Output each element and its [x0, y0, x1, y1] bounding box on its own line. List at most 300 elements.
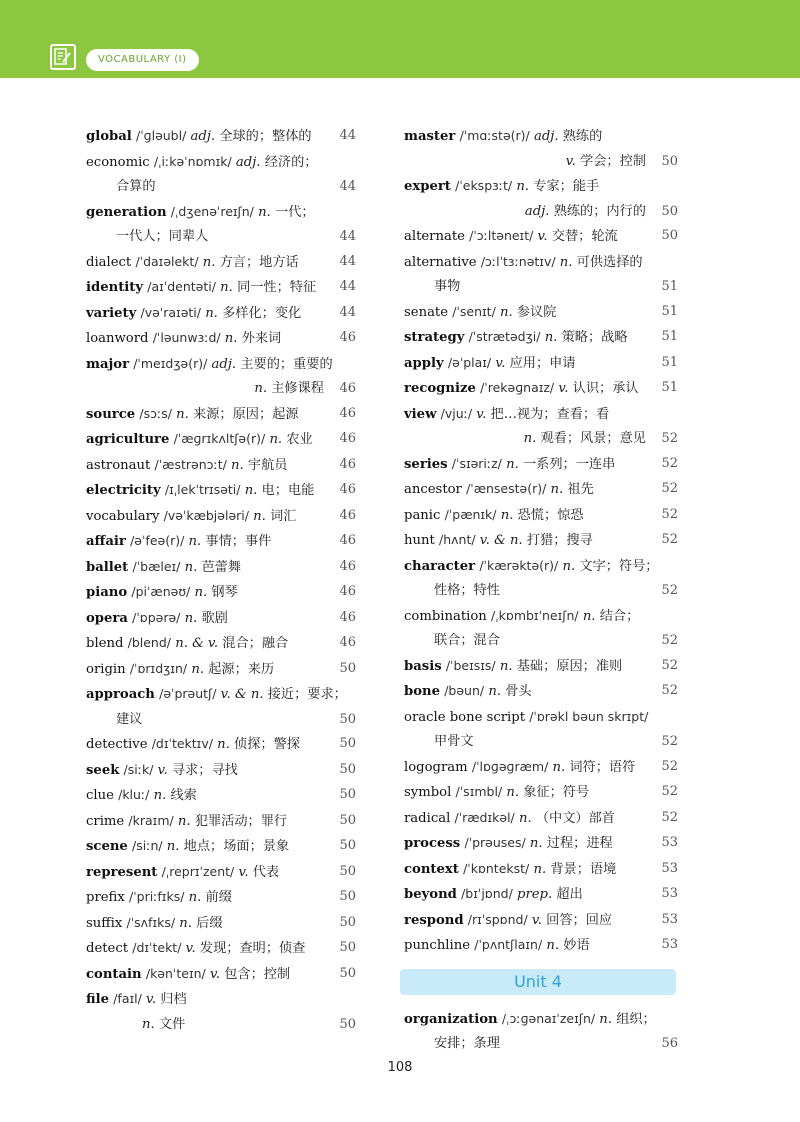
entry-line	[404, 908, 678, 934]
entry-line	[86, 478, 356, 504]
vocab-column-right	[404, 124, 678, 1057]
vocab-entry	[86, 478, 356, 504]
vocab-entry	[86, 580, 356, 606]
definition: 接近；要求；	[267, 687, 347, 702]
vocab-entry	[86, 150, 356, 200]
headword: astronaut	[86, 457, 151, 473]
page-ref: 51	[661, 279, 678, 294]
definition: 安排；条理	[434, 1036, 500, 1051]
part-of-speech: n.	[179, 915, 192, 931]
headword: beyond	[404, 887, 457, 902]
entry-line	[404, 755, 678, 781]
part-of-speech: v.	[146, 992, 157, 1007]
vocab-entry	[404, 300, 678, 326]
page-ref: 52	[661, 784, 678, 799]
entry-line	[86, 1013, 356, 1038]
unit-heading: Unit 4	[400, 969, 676, 995]
headword: global	[86, 129, 132, 144]
page-ref: 46	[339, 635, 356, 650]
definition: 发现；查明；侦查	[199, 941, 306, 956]
entry-line	[86, 936, 356, 962]
part-of-speech: v. & n.	[220, 687, 264, 702]
page-ref: 46	[339, 456, 356, 472]
part-of-speech: n. & v.	[175, 636, 219, 651]
page-ref: 51	[661, 303, 678, 319]
vocab-entry	[404, 679, 678, 705]
definition: 多样化；变化	[222, 305, 302, 321]
headword: respond	[404, 912, 464, 928]
vocab-entry	[86, 453, 356, 479]
headword: bone	[404, 684, 440, 699]
entry-line	[404, 1032, 678, 1057]
entry-line	[86, 326, 356, 352]
definition: 侦探；警探	[234, 737, 300, 752]
definition: 过程；进程	[546, 836, 613, 851]
definition: 合算的	[116, 179, 156, 194]
entry-line	[86, 453, 356, 479]
phonetic: /kənˈteɪn/	[145, 965, 206, 981]
page-ref: 50	[339, 965, 356, 981]
page-ref: 46	[339, 482, 356, 497]
phonetic: /siːn/	[132, 838, 163, 853]
phonetic: /ɔːlˈtɜːnətɪv/	[480, 253, 556, 269]
part-of-speech: v.	[157, 762, 168, 778]
vocab-entry	[404, 554, 678, 604]
definition: 代表	[252, 864, 280, 880]
definition: 超出	[556, 887, 583, 902]
definition: 一代；	[274, 204, 315, 220]
part-of-speech: n.	[506, 456, 519, 472]
part-of-speech: adj.	[235, 154, 261, 170]
vocab-entry	[86, 631, 356, 657]
headword: affair	[86, 534, 126, 549]
vocab-entry	[86, 606, 356, 632]
definition: 主修课程	[271, 381, 324, 396]
definition: 词符；语符	[569, 759, 636, 775]
page-ref: 50	[339, 889, 356, 904]
page-ref: 44	[339, 304, 356, 320]
definition: 文件	[158, 1016, 186, 1032]
headword: electricity	[86, 483, 161, 498]
phonetic: /vjuː/	[440, 405, 473, 421]
entry-line	[86, 555, 356, 581]
vocab-entry	[86, 732, 356, 758]
entry-line	[86, 911, 356, 937]
page-ref: 53	[661, 911, 678, 927]
entry-line	[404, 1007, 678, 1033]
phonetic: /rɪˈspɒnd/	[467, 911, 528, 927]
entry-line	[86, 301, 356, 327]
phonetic: /ˈpænɪk/	[444, 506, 497, 522]
page-ref: 52	[661, 809, 678, 825]
vocab-entry	[86, 326, 356, 352]
entry-line	[86, 200, 356, 226]
part-of-speech: n.	[599, 1011, 612, 1027]
vocab-entry	[86, 834, 356, 860]
part-of-speech: v.	[558, 381, 569, 396]
part-of-speech: n.	[244, 483, 258, 498]
entry-line	[86, 580, 356, 606]
phonetic: /əˈfeə(r)/	[130, 533, 185, 548]
definition: 策略；战略	[561, 330, 628, 345]
page-ref: 44	[339, 179, 356, 194]
part-of-speech: n.	[177, 813, 191, 829]
entry-line	[404, 579, 678, 604]
part-of-speech: n.	[523, 431, 537, 446]
part-of-speech: n.	[166, 839, 180, 854]
vocab-entry	[86, 529, 356, 555]
part-of-speech: n.	[546, 938, 560, 953]
part-of-speech: n.	[220, 280, 233, 295]
part-of-speech: n.	[153, 788, 167, 803]
definition: 芭蕾舞	[201, 559, 242, 575]
entry-line	[86, 402, 356, 428]
vocab-entry	[86, 860, 356, 886]
entry-line	[404, 174, 678, 200]
definition: 妙语	[563, 938, 590, 953]
entry-line	[86, 175, 356, 200]
entry-line	[404, 705, 678, 731]
page-ref: 51	[661, 329, 678, 344]
phonetic: /ˈɒrəkl bəun skrɪpt/	[529, 708, 649, 724]
page-ref: 52	[661, 532, 678, 547]
definition: 学会；控制	[580, 153, 646, 169]
entry-line	[404, 780, 678, 806]
entry-line	[404, 503, 678, 529]
phonetic: /ˈbeɪsɪs/	[445, 657, 496, 673]
part-of-speech: n.	[254, 381, 268, 396]
page-ref: 50	[661, 228, 678, 243]
phonetic: /ˌɔːɡənaɪˈzeɪʃn/	[501, 1010, 596, 1026]
vocab-entry	[86, 911, 356, 937]
entry-line	[86, 377, 356, 402]
page-ref: 44	[339, 128, 356, 143]
part-of-speech: adj.	[211, 356, 237, 372]
phonetic: /ˈləunwɜːd/	[152, 330, 221, 345]
part-of-speech: n.	[499, 304, 513, 320]
header-bar	[0, 0, 800, 78]
phonetic: /siːk/	[123, 761, 154, 777]
entry-line	[404, 124, 678, 150]
phonetic: /ˌiːkəˈnɒmɪk/	[153, 153, 232, 169]
definition: 前缀	[205, 890, 232, 905]
phonetic: /ˈpʌntʃlaɪn/	[474, 937, 543, 952]
vocab-entry	[86, 783, 356, 809]
page-ref: 51	[661, 380, 678, 395]
vocab-entry	[86, 987, 356, 1037]
definition: 交替；轮流	[551, 229, 618, 244]
entry-line	[404, 831, 678, 857]
vocab-entry	[404, 705, 678, 755]
page-ref: 50	[339, 1016, 356, 1032]
headword: apply	[404, 355, 444, 371]
entry-line	[86, 860, 356, 886]
phonetic: /kraɪm/	[128, 812, 174, 828]
definition: 来源；原因；起源	[193, 406, 299, 422]
definition: 熟练的；内行的	[553, 203, 646, 219]
part-of-speech: n.	[550, 482, 564, 497]
entry-line	[86, 834, 356, 860]
page-ref: 50	[339, 914, 356, 930]
phonetic: /sɔːs/	[139, 405, 172, 421]
definition: 打猎；搜寻	[526, 533, 593, 548]
section-label: VOCABULARY (I)	[86, 49, 199, 71]
entry-line	[404, 250, 678, 276]
part-of-speech: n.	[552, 759, 566, 775]
vocab-entry	[404, 604, 678, 654]
definition: 主要的；重要的	[240, 356, 333, 372]
page-ref: 52	[661, 758, 678, 774]
page-ref: 46	[339, 533, 356, 548]
part-of-speech: n.	[518, 810, 532, 826]
entry-line	[86, 225, 356, 250]
headword: ballet	[86, 559, 129, 575]
definition: 外来词	[241, 331, 282, 346]
part-of-speech: n.	[559, 254, 573, 270]
headword: dialect	[86, 254, 132, 270]
entry-line	[404, 477, 678, 503]
page-ref: 52	[661, 481, 678, 496]
headword: process	[404, 836, 461, 851]
definition: 后缀	[196, 915, 223, 931]
entry-line	[404, 857, 678, 883]
phonetic: /ˈɒrɪdʒɪn/	[129, 660, 188, 676]
page-ref: 46	[339, 431, 356, 446]
vocab-entry	[86, 758, 356, 784]
definition: 线索	[170, 788, 197, 803]
entry-line	[86, 682, 356, 708]
definition: 事物	[434, 279, 461, 294]
part-of-speech: n.	[231, 457, 244, 473]
vocab-entry	[86, 657, 356, 683]
part-of-speech: n.	[533, 861, 547, 877]
phonetic: /ˈænsestə(r)/	[466, 481, 547, 496]
phonetic: /ˈrekəɡnaɪz/	[480, 380, 555, 395]
vocab-entry	[404, 654, 678, 680]
vocab-entry	[404, 528, 678, 554]
phonetic: /dɪˈtekt/	[132, 940, 182, 955]
page-ref: 50	[661, 153, 678, 169]
page-ref: 44	[339, 229, 356, 244]
phonetic: /ˈæstrənɔːt/	[154, 456, 227, 472]
part-of-speech: n.	[176, 406, 189, 422]
entry-line	[404, 882, 678, 908]
headword: origin	[86, 661, 126, 677]
phonetic: /ˈɒpərə/	[132, 609, 181, 625]
vocab-entry	[404, 755, 678, 781]
definition: 恐慌；惊恐	[517, 507, 584, 523]
part-of-speech: v.	[209, 966, 221, 982]
page-ref: 53	[661, 937, 678, 952]
vocab-entry	[86, 682, 356, 732]
headword: suffix	[86, 915, 123, 931]
headword: master	[404, 129, 456, 144]
part-of-speech: v.	[495, 355, 506, 371]
part-of-speech: v.	[537, 229, 548, 244]
phonetic: /ˈkɒntekst/	[463, 860, 530, 876]
entry-line	[86, 529, 356, 555]
part-of-speech: n.	[191, 661, 205, 677]
headword: clue	[86, 788, 114, 803]
headword: prefix	[86, 890, 125, 905]
phonetic: /ˈsʌfɪks/	[126, 914, 176, 930]
entry-line	[86, 657, 356, 683]
headword: punchline	[404, 938, 471, 953]
headword: approach	[86, 687, 155, 702]
entry-line	[86, 631, 356, 657]
entry-line	[404, 150, 678, 175]
headword: character	[404, 558, 476, 574]
vocab-column-left	[86, 124, 356, 1037]
vocab-entry	[86, 885, 356, 911]
phonetic: /ˈæɡrɪkʌltʃə(r)/	[173, 431, 266, 446]
part-of-speech: n.	[217, 737, 230, 752]
part-of-speech: n.	[506, 785, 520, 800]
definition: 应用；申请	[509, 355, 576, 371]
page-ref: 46	[339, 558, 356, 574]
headword: combination	[404, 608, 487, 624]
phonetic: /ˈsenɪt/	[452, 303, 496, 319]
vocab-entry	[404, 351, 678, 377]
phonetic: /ˌreprɪˈzent/	[161, 863, 235, 879]
phonetic: /ɪˌlekˈtrɪsəti/	[164, 482, 241, 497]
entry-line	[86, 809, 356, 835]
phonetic: /vəˈraɪəti/	[140, 304, 201, 320]
phonetic: /ˈɡləubl/	[136, 128, 187, 143]
phonetic: /vəˈkæbjələri/	[163, 507, 249, 523]
page-ref: 46	[339, 507, 356, 523]
phonetic: /piˈænəʊ/	[131, 584, 191, 599]
vocab-entry	[86, 275, 356, 301]
phonetic: /ˈstrætədʒi/	[468, 329, 541, 344]
page-ref: 46	[339, 330, 356, 345]
entry-line	[404, 224, 678, 250]
definition: 一代人；同辈人	[116, 229, 209, 244]
definition: 基础；原因；准则	[516, 658, 623, 674]
definition: 可供选择的	[576, 254, 643, 270]
headword: seek	[86, 762, 120, 778]
entry-line	[404, 554, 678, 580]
page-ref: 50	[339, 736, 356, 751]
headword: vocabulary	[86, 508, 160, 524]
part-of-speech: n.	[529, 836, 543, 851]
definition: 犯罪活动；罪行	[194, 813, 288, 829]
definition: 回答；回应	[546, 912, 613, 928]
phonetic: /ˈlɒɡəɡræm/	[471, 758, 549, 774]
headword: agriculture	[86, 432, 170, 447]
headword: piano	[86, 585, 128, 600]
entry-line	[404, 730, 678, 755]
definition: 宇航员	[247, 457, 288, 473]
headword: blend	[86, 636, 124, 651]
vocab-entry	[86, 124, 356, 150]
page-ref: 53	[661, 860, 678, 876]
entry-line	[86, 124, 356, 150]
definition: 歌剧	[201, 610, 228, 626]
definition: 混合；融合	[222, 636, 289, 651]
headword: major	[86, 356, 130, 372]
phonetic: /ˈbæleɪ/	[132, 558, 181, 574]
page-ref: 56	[661, 1036, 678, 1051]
headword: detective	[86, 737, 148, 752]
phonetic: /faɪl/	[113, 991, 142, 1006]
part-of-speech: adj.	[524, 203, 550, 219]
definition: 祖先	[567, 482, 594, 497]
vocab-entry	[404, 933, 678, 959]
definition: 专家；能手	[533, 179, 600, 194]
headword: view	[404, 406, 437, 422]
part-of-speech: n.	[499, 658, 513, 674]
headword: identity	[86, 280, 144, 295]
page-ref: 52	[661, 633, 678, 648]
entry-line	[404, 806, 678, 832]
entry-line	[404, 933, 678, 959]
vocab-entry	[86, 962, 356, 988]
entry-line	[404, 604, 678, 630]
definition: 事情；事件	[205, 534, 272, 549]
phonetic: /əˈplaɪ/	[447, 354, 492, 370]
part-of-speech: adj.	[190, 129, 216, 144]
vocab-entry	[404, 857, 678, 883]
part-of-speech: n.	[582, 608, 596, 624]
entry-line	[86, 758, 356, 784]
definition: 寻求；寻找	[171, 762, 238, 778]
entry-line	[404, 275, 678, 300]
part-of-speech: n.	[253, 508, 266, 524]
headword: represent	[86, 864, 158, 880]
part-of-speech: n.	[142, 1016, 155, 1032]
vocab-entry	[404, 224, 678, 250]
headword: basis	[404, 658, 442, 674]
entry-line	[86, 275, 356, 301]
headword: crime	[86, 813, 125, 829]
phonetic: /hʌnt/	[438, 532, 476, 547]
entry-line	[404, 402, 678, 428]
definition: 组织；	[616, 1011, 656, 1027]
definition: 一系列；一连串	[522, 456, 616, 472]
definition: 结合；	[599, 608, 640, 624]
part-of-speech: n.	[224, 331, 238, 346]
part-of-speech: n.	[194, 585, 208, 600]
vocab-entry	[86, 555, 356, 581]
page-ref: 44	[339, 279, 356, 294]
entry-line	[86, 962, 356, 988]
vocab-entry	[404, 250, 678, 300]
page-ref: 52	[661, 583, 678, 598]
definition: 把…视为；查看；看	[490, 406, 610, 422]
vocab-entry	[404, 831, 678, 857]
definition: 地点；场面；景象	[183, 839, 290, 854]
headword: radical	[404, 810, 451, 826]
phonetic: /əˈprəutʃ/	[159, 686, 217, 701]
entry-line	[86, 885, 356, 911]
vocab-entry	[86, 936, 356, 962]
page-ref: 52	[661, 657, 678, 673]
page-ref: 46	[339, 584, 356, 599]
page-ref: 46	[339, 405, 356, 421]
vocab-entry	[86, 250, 356, 276]
phonetic: /ˈɔːltəneɪt/	[469, 228, 534, 243]
definition: 观看；风景；意见	[540, 431, 646, 446]
phonetic: /ˈmeɪdʒə(r)/	[133, 355, 208, 371]
page-ref: 51	[661, 354, 678, 370]
vocab-entry	[86, 352, 356, 402]
definition: 钢琴	[211, 585, 238, 600]
vocab-entry	[86, 200, 356, 250]
headword: strategy	[404, 330, 465, 345]
entry-line	[404, 679, 678, 705]
part-of-speech: v.	[185, 941, 196, 956]
